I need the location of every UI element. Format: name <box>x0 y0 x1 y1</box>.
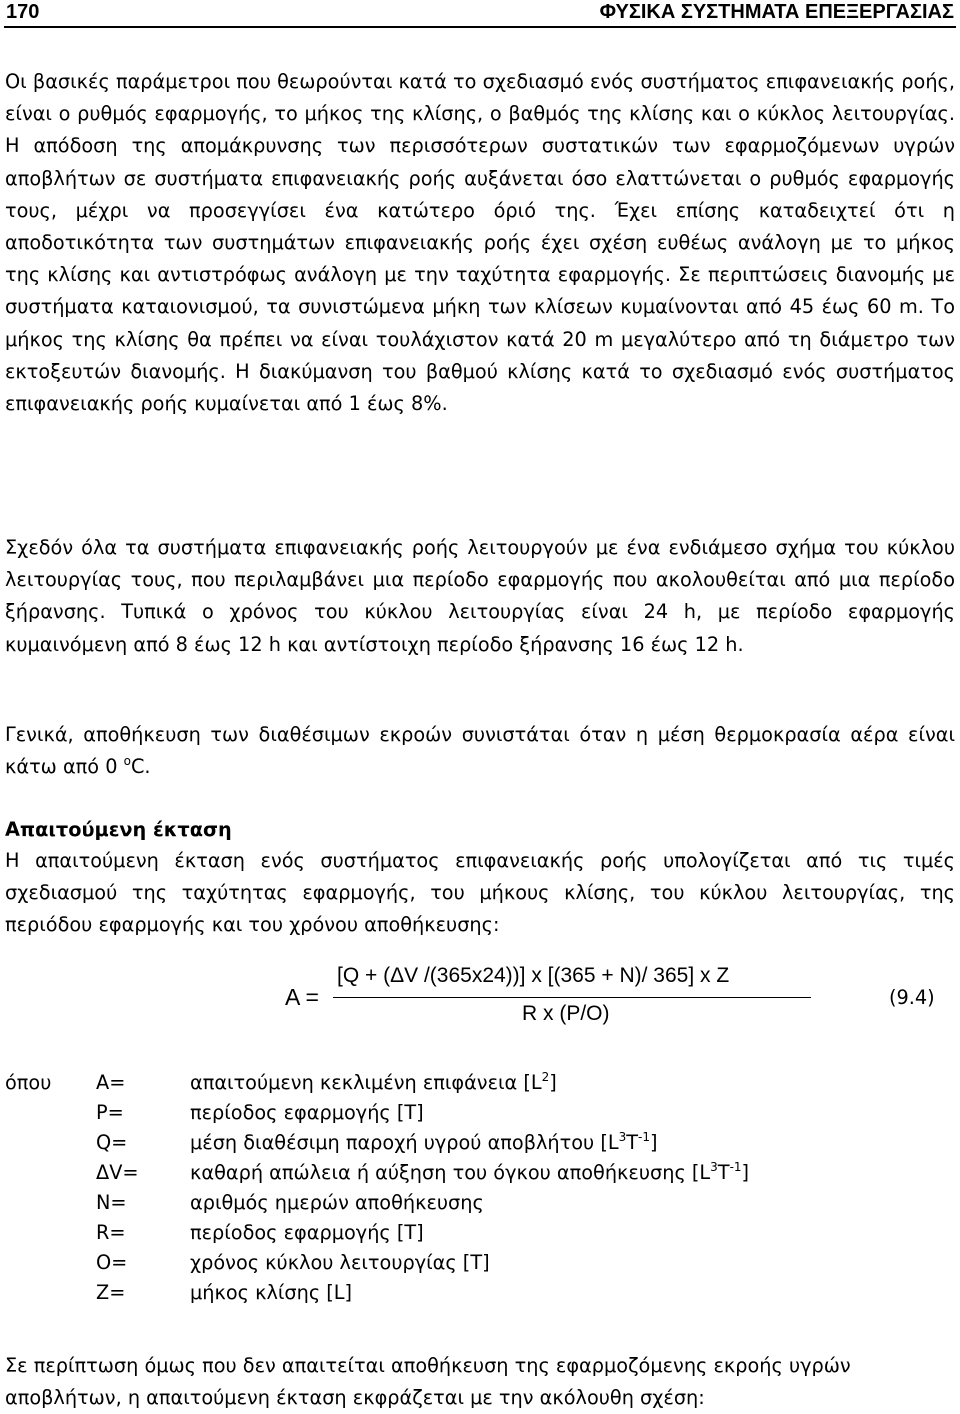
paragraph-storage <box>5 719 955 783</box>
variable-description: περίοδος εφαρμογής [T] <box>190 1221 424 1244</box>
where-label: όπου <box>5 1071 52 1094</box>
paragraph-parameters: Οι βασικές παράμετροι που θεωρούνται κατά το σχεδιασμό ενός συστήματος επιφανειακής ροής, είναι ο ρυθμός εφαρμογής, το μήκος της κλίσης, ο βαθμός της κλίσης και ο κύκλος λειτουργίας. Η απόδοση της απομάκρυνσης των περισσότερων συστατικών των εφαρμοζόμενων υγρών αποβλήτων σε συστήματα επιφανειακής ροής αυξάνεται όσο ελαττώνεται ο ρυθμός εφαρμογής τους, μέχρι να προσεγγίσει ένα κατώτερο όριό της. Έχει επίσης καταδειχτεί ότι η αποδοτικότητα των συστημάτων επιφανειακής ροής έχει σχέση ευθέως ανάλογη με το μήκος της κλίσης και αντιστρόφως ανάλογη με την ταχύτητα εφαρμογής. Σε περιπτώσεις διανομής με συστήματα καταιονισμού, τα συνιστώμενα μήκη των κλίσεων κυμαίνονται από 45 έως 60 m. Το μήκος της κλίσης θα πρέπει να είναι τουλάχιστον κατά 20 m μεγαλύτερο από τη διάμετρο των εκτοξευτών διανομής. Η διακύμανση του βαθμού κλίσης κατά το σχεδιασμό ενός συστήματος επιφανειακής ροής κυμαίνεται από 1 έως 8%. <box>5 70 955 416</box>
variable-row <box>5 1068 955 1098</box>
variable-row <box>5 1248 955 1278</box>
area-equation <box>285 964 885 1030</box>
fraction-bar <box>333 997 811 998</box>
variable-symbol: A= <box>96 1071 126 1094</box>
variable-symbol: ΔV= <box>96 1161 139 1184</box>
equation-number: (9.4) <box>889 986 935 1009</box>
variable-row <box>5 1278 955 1308</box>
variable-description: μήκος κλίσης [L] <box>190 1281 353 1304</box>
equation-lhs: A = <box>285 984 319 1010</box>
variable-description: περίοδος εφαρμογής [T] <box>190 1101 424 1124</box>
running-title: ΦΥΣΙΚΑ ΣΥΣΤΗΜΑΤΑ ΕΠΕΞΕΡΓΑΣΙΑΣ <box>599 1 954 23</box>
equation-denominator: R x (P/O) <box>522 1002 610 1025</box>
storage-text: Γενικά, αποθήκευση των διαθέσιμων εκροών συνιστάται όταν η μέση θερμοκρασία αέρα είναι κάτω από 0 <box>5 723 955 779</box>
variable-definitions <box>5 1068 955 1308</box>
degree-symbol: o <box>123 754 131 769</box>
variable-symbol: Z= <box>96 1281 126 1304</box>
variable-row <box>5 1158 955 1188</box>
closing-paragraph: Σε περίπτωση όμως που δεν απαιτείται αποθήκευση της εφαρμοζόμενης εκροής υγρών αποβλήτων, η απαιτούμενη έκταση εκφράζεται με την ακόλουθη σχέση: <box>5 1354 851 1409</box>
equation-numerator: [Q + (ΔV /(365x24))] x [(365 + N)/ 365] x Z <box>337 964 730 987</box>
variable-row <box>5 1098 955 1128</box>
variable-symbol: P= <box>96 1101 124 1124</box>
variable-symbol: N= <box>96 1191 127 1214</box>
variable-row <box>5 1188 955 1218</box>
section-heading: Απαιτούμενη έκταση <box>5 818 232 841</box>
page-number: 170 <box>6 1 40 23</box>
variable-description: μέση διαθέσιμη παροχή υγρού αποβλήτου $[L^3T^{-1}]$ <box>190 1130 658 1154</box>
variable-row <box>5 1128 955 1158</box>
variable-description: χρόνος κύκλου λειτουργίας [T] <box>190 1251 490 1274</box>
section-intro: Η απαιτούμενη έκταση ενός συστήματος επιφανειακής ροής υπολογίζεται από τις τιμές σχεδιασμού της ταχύτητας εφαρμογής, του μήκους κλίσης, του κύκλου λειτουργίας, της περιόδου εφαρμογής και του χρόνου αποθήκευσης: <box>5 849 955 937</box>
variable-description: καθαρή απώλεια ή αύξηση του όγκου αποθήκευσης $[L^3T^{-1}]$ <box>190 1160 750 1184</box>
temperature-unit: C. <box>130 755 151 779</box>
variable-symbol: O= <box>96 1251 128 1274</box>
variable-symbol: Q= <box>96 1131 128 1154</box>
paragraph-operating-cycle: Σχεδόν όλα τα συστήματα επιφανειακής ροής λειτουργούν με ένα ενδιάμεσο σχήμα του κύκλου λειτουργίας τους, που περιλαμβάνει μια περίοδο εφαρμογής που ακολουθείται από μια περίοδο ξήρανσης. Τυπικά ο χρόνος του κύκλου λειτουργίας είναι 24 h, με περίοδο εφαρμογής κυμαινόμενη από 8 έως 12 h και αντίστοιχη περίοδο ξήρανσης 16 έως 12 h. <box>5 536 955 656</box>
variable-description: αριθμός ημερών αποθήκευσης <box>190 1191 484 1214</box>
variable-symbol: R= <box>96 1221 126 1244</box>
page-header <box>4 0 956 28</box>
variable-description: απαιτούμενη κεκλιμένη επιφάνεια $[L^2]$ <box>190 1070 557 1094</box>
variable-row <box>5 1218 955 1248</box>
